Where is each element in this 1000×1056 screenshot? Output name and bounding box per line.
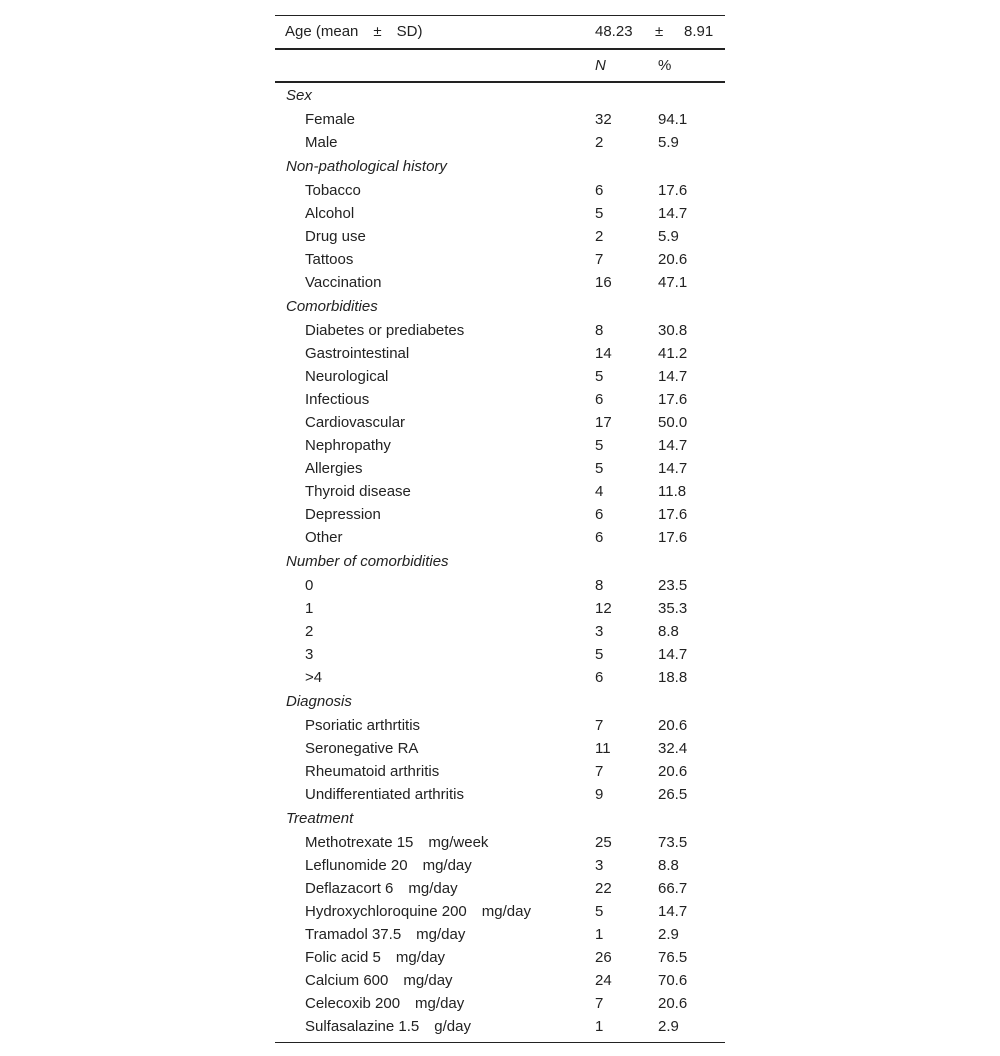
table-row (275, 946, 725, 969)
group-header-row (275, 83, 725, 108)
row-label: Male (305, 134, 338, 151)
characteristics-table (275, 15, 725, 1043)
row-label: Nephropathy (305, 437, 391, 454)
age-row (275, 16, 725, 50)
row-n-value: 25 (595, 834, 612, 851)
row-n-value: 6 (595, 182, 604, 199)
row-label: 2 (305, 623, 314, 640)
table-row (275, 643, 725, 666)
row-percent-value: 14.7 (658, 437, 688, 454)
row-n-value: 26 (595, 949, 612, 966)
row-n-value: 7 (595, 251, 604, 268)
table-row (275, 597, 725, 620)
row-n-value: 14 (595, 345, 612, 362)
row-n-value: 1 (595, 1018, 604, 1035)
row-label: Tobacco (305, 182, 361, 199)
table-row (275, 923, 725, 946)
row-label: Tramadol 37.5 mg/day (305, 926, 466, 943)
table-row (275, 411, 725, 434)
row-label: Diabetes or prediabetes (305, 322, 465, 339)
row-n-value: 32 (595, 111, 612, 128)
table-row (275, 480, 725, 503)
row-percent-value: 14.7 (658, 903, 688, 920)
group-title: Comorbidities (286, 298, 378, 315)
row-percent-value: 47.1 (658, 274, 688, 291)
row-n-value: 5 (595, 368, 604, 385)
row-label: Undifferentiated arthritis (305, 786, 464, 803)
row-percent-value: 26.5 (658, 786, 688, 803)
group-title: Diagnosis (286, 693, 352, 710)
table-row (275, 342, 725, 365)
table-row (275, 434, 725, 457)
row-percent-value: 2.9 (658, 1018, 679, 1035)
row-label: Neurological (305, 368, 389, 385)
row-label: Cardiovascular (305, 414, 406, 431)
table-row (275, 202, 725, 225)
table-bottom-rule (275, 1038, 725, 1043)
row-percent-value: 20.6 (658, 995, 688, 1012)
row-label: Other (305, 529, 343, 546)
table-row (275, 388, 725, 411)
row-percent-value: 20.6 (658, 251, 688, 268)
row-percent-value: 8.8 (658, 857, 679, 874)
table-row (275, 737, 725, 760)
table-row (275, 760, 725, 783)
header-n: N (595, 57, 606, 74)
table-row (275, 877, 725, 900)
table-row (275, 783, 725, 806)
group-header-row (275, 294, 725, 319)
row-percent-value: 23.5 (658, 577, 688, 594)
row-percent-value: 50.0 (658, 414, 688, 431)
row-n-value: 9 (595, 786, 604, 803)
row-label: Methotrexate 15 mg/week (305, 834, 489, 851)
row-label: Folic acid 5 mg/day (305, 949, 446, 966)
age-plus-minus: ± (655, 23, 664, 40)
row-n-value: 6 (595, 669, 604, 686)
row-n-value: 8 (595, 322, 604, 339)
row-label: Celecoxib 200 mg/day (305, 995, 465, 1012)
row-percent-value: 14.7 (658, 205, 688, 222)
row-n-value: 7 (595, 763, 604, 780)
row-percent-value: 66.7 (658, 880, 688, 897)
row-label: Hydroxychloroquine 200 mg/day (305, 903, 531, 920)
row-n-value: 17 (595, 414, 612, 431)
table-row (275, 666, 725, 689)
group-title: Sex (286, 87, 312, 104)
row-percent-value: 17.6 (658, 529, 688, 546)
row-label: Psoriatic arthrtitis (305, 717, 421, 734)
table-body (275, 83, 725, 1038)
row-label: Drug use (305, 228, 366, 245)
row-n-value: 12 (595, 600, 612, 617)
row-n-value: 2 (595, 228, 604, 245)
row-percent-value: 14.7 (658, 368, 688, 385)
table-row (275, 319, 725, 342)
row-n-value: 5 (595, 903, 604, 920)
row-n-value: 22 (595, 880, 612, 897)
row-percent-value: 73.5 (658, 834, 688, 851)
row-label: Rheumatoid arthritis (305, 763, 440, 780)
table-row (275, 854, 725, 877)
row-label: Deflazacort 6 mg/day (305, 880, 458, 897)
row-n-value: 3 (595, 857, 604, 874)
row-n-value: 1 (595, 926, 604, 943)
row-percent-value: 8.8 (658, 623, 679, 640)
age-label: Age (mean ± SD) (285, 23, 423, 40)
row-n-value: 16 (595, 274, 612, 291)
group-header-row (275, 806, 725, 831)
group-title: Treatment (286, 810, 354, 827)
table-row (275, 248, 725, 271)
age-sd-value: 8.91 (684, 23, 714, 40)
age-mean-value: 48.23 (595, 23, 633, 40)
row-percent-value: 5.9 (658, 228, 679, 245)
row-label: Seronegative RA (305, 740, 419, 757)
table-row (275, 503, 725, 526)
row-n-value: 5 (595, 460, 604, 477)
row-percent-value: 20.6 (658, 763, 688, 780)
row-n-value: 5 (595, 437, 604, 454)
row-n-value: 5 (595, 205, 604, 222)
group-title: Number of comorbidities (286, 553, 449, 570)
row-n-value: 7 (595, 995, 604, 1012)
row-n-value: 2 (595, 134, 604, 151)
row-label: Female (305, 111, 356, 128)
row-n-value: 6 (595, 529, 604, 546)
table-row (275, 969, 725, 992)
row-percent-value: 17.6 (658, 391, 688, 408)
row-label: 3 (305, 646, 314, 663)
row-percent-value: 17.6 (658, 182, 688, 199)
row-n-value: 8 (595, 577, 604, 594)
table-row (275, 179, 725, 202)
row-label: Thyroid disease (305, 483, 411, 500)
row-percent-value: 18.8 (658, 669, 688, 686)
row-n-value: 6 (595, 506, 604, 523)
table-row (275, 900, 725, 923)
row-n-value: 7 (595, 717, 604, 734)
table-row (275, 992, 725, 1015)
row-percent-value: 30.8 (658, 322, 688, 339)
table-row (275, 365, 725, 388)
row-label: Infectious (305, 391, 370, 408)
group-title: Non-pathological history (286, 158, 447, 175)
table-row (275, 620, 725, 643)
row-percent-value: 32.4 (658, 740, 688, 757)
table-row (275, 131, 725, 154)
row-percent-value: 14.7 (658, 646, 688, 663)
row-label: Vaccination (305, 274, 382, 291)
row-percent-value: 11.8 (658, 483, 687, 500)
table-row (275, 714, 725, 737)
group-header-row (275, 689, 725, 714)
row-n-value: 3 (595, 623, 604, 640)
table-row (275, 108, 725, 131)
group-header-row (275, 549, 725, 574)
row-percent-value: 14.7 (658, 460, 688, 477)
row-label: Allergies (305, 460, 363, 477)
table-row (275, 225, 725, 248)
table-row (275, 271, 725, 294)
row-n-value: 5 (595, 646, 604, 663)
row-percent-value: 17.6 (658, 506, 688, 523)
row-label: Tattoos (305, 251, 354, 268)
row-label: >4 (305, 669, 323, 686)
row-percent-value: 94.1 (658, 111, 688, 128)
row-percent-value: 5.9 (658, 134, 679, 151)
row-label: Gastrointestinal (305, 345, 410, 362)
table-row (275, 457, 725, 480)
row-percent-value: 76.5 (658, 949, 688, 966)
row-label: 1 (305, 600, 314, 617)
row-percent-value: 2.9 (658, 926, 679, 943)
table-row (275, 1015, 725, 1038)
row-label: Sulfasalazine 1.5 g/day (305, 1018, 471, 1035)
row-label: 0 (305, 577, 314, 594)
row-percent-value: 70.6 (658, 972, 688, 989)
row-n-value: 11 (595, 740, 611, 757)
group-header-row (275, 154, 725, 179)
row-label: Depression (305, 506, 381, 523)
row-label: Alcohol (305, 205, 355, 222)
row-label: Leflunomide 20 mg/day (305, 857, 472, 874)
table-row (275, 574, 725, 597)
row-percent-value: 35.3 (658, 600, 688, 617)
row-n-value: 24 (595, 972, 612, 989)
row-percent-value: 20.6 (658, 717, 688, 734)
table-row (275, 831, 725, 854)
table-row (275, 526, 725, 549)
row-n-value: 4 (595, 483, 604, 500)
row-label: Calcium 600 mg/day (305, 972, 453, 989)
column-header-row (275, 50, 725, 83)
header-percent: % (658, 57, 672, 74)
row-n-value: 6 (595, 391, 604, 408)
row-percent-value: 41.2 (658, 345, 688, 362)
